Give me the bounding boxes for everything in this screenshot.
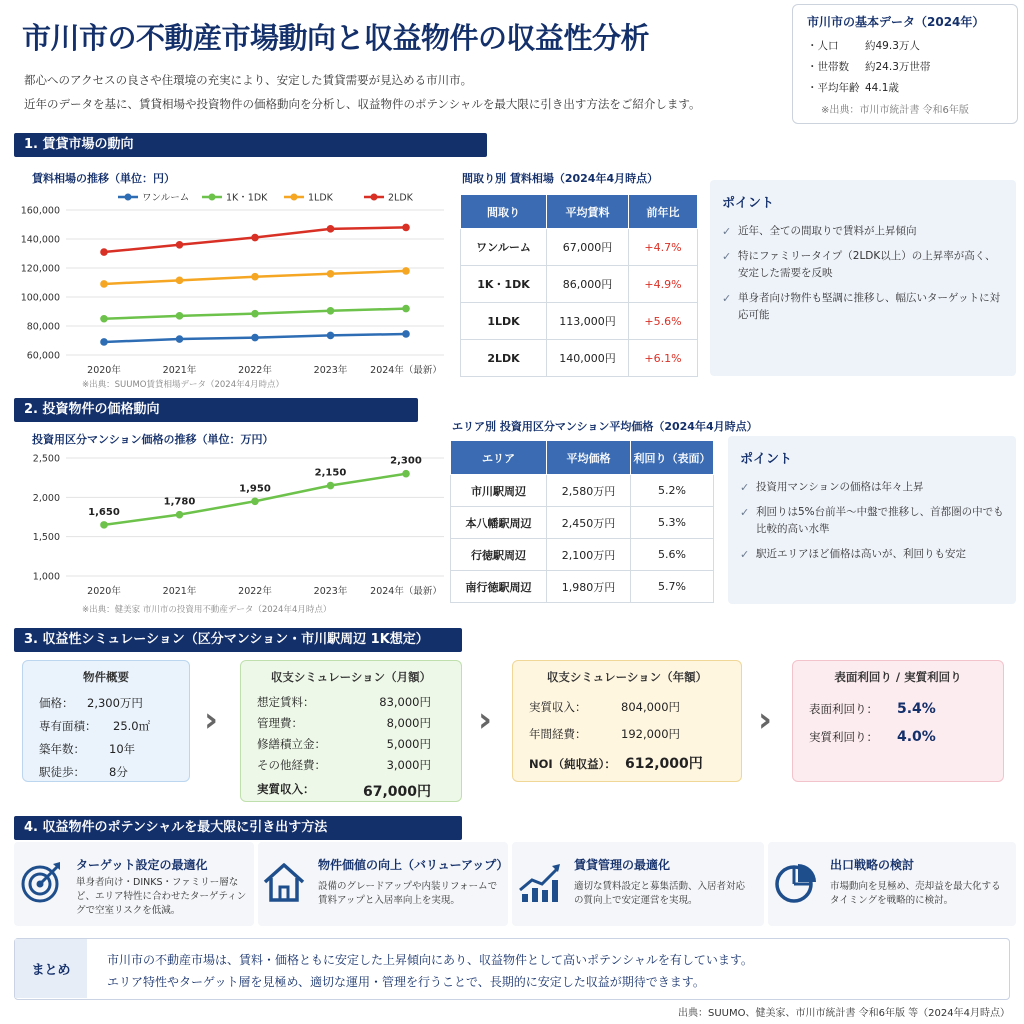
- section-2-heading: 2. 投資物件の価格動向: [14, 398, 418, 422]
- data-point: [402, 330, 410, 338]
- legend-marker: [125, 194, 132, 201]
- data-point: [100, 248, 108, 256]
- table-row: 行徳駅周辺 2,100万円 5.6%: [451, 539, 714, 571]
- data-point: [100, 315, 108, 323]
- x-tick-label: 2020年: [87, 586, 121, 597]
- chevron-right-icon: ›: [758, 700, 773, 740]
- intro-text-1: 都心へのアクセスの良さや住環境の充実により、安定した賃貸需要が見込める市川市。: [24, 73, 473, 87]
- y-tick-label: 2,500: [32, 453, 60, 465]
- data-point: [251, 497, 259, 505]
- data-point: [176, 511, 184, 519]
- check-icon: ✓: [722, 292, 732, 305]
- data-label: 1,650: [88, 506, 120, 518]
- summary-line-2: エリア特性やターゲット層を見極め、適切な運用・管理を行うことで、長期的に安定した収益が期待できます。: [107, 975, 705, 989]
- y-tick-label: 120,000: [20, 263, 60, 275]
- data-point: [402, 224, 410, 232]
- annual-simulation-box: 収支シミュレーション（年額） 実質収入： 804,000円 年間経費： 192,000円 NOI（純収益）： 612,000円: [512, 660, 742, 782]
- strategy-exit: 出口戦略の検討 市場動向を見極め、売却益を最大化するタイミングを戦略的に検討。: [768, 842, 1016, 926]
- data-point: [327, 307, 335, 315]
- legend-label: 2LDK: [388, 192, 413, 204]
- bar-chart-icon: [518, 860, 562, 904]
- legend-label: 1K・1DK: [226, 192, 268, 204]
- y-tick-label: 2,000: [32, 492, 60, 504]
- data-point: [327, 270, 335, 278]
- data-point: [176, 241, 184, 249]
- point-item: ✓ 近年、全ての間取りで賃料が上昇傾向: [722, 225, 917, 238]
- data-point: [176, 312, 184, 320]
- strategy-management: 賃貸管理の最適化 適切な賃料設定と募集活動、入居者対応の質向上で安定運営を実現。: [512, 842, 764, 926]
- basic-data-panel: [792, 4, 1018, 124]
- point-title: ポイント: [722, 196, 775, 211]
- legend-marker: [371, 194, 378, 201]
- area-table-title: エリア別 投資用区分マンション平均価格（2024年4月時点）: [452, 420, 758, 433]
- basic-row: ・平均年齢 44.1歳: [807, 82, 899, 94]
- point-title: ポイント: [740, 452, 793, 467]
- data-point: [402, 470, 410, 478]
- rent-table: 間取り 平均賃料 前年比 ワンルーム 67,000円 +4.7% 1K・1DK 86,000円 +4.9% 1LDK 113,000円 +5.6% 2LDK 140,000円 +6.1%: [460, 194, 698, 377]
- y-tick-label: 1,000: [32, 571, 60, 583]
- y-tick-label: 1,500: [32, 532, 60, 544]
- x-tick-label: 2024年（最新）: [370, 586, 442, 597]
- summary-label: まとめ: [15, 939, 87, 998]
- y-tick-label: 140,000: [20, 234, 60, 246]
- legend-label: ワンルーム: [142, 192, 190, 204]
- x-tick-label: 2024年（最新）: [370, 365, 442, 376]
- data-point: [327, 332, 335, 340]
- data-point: [402, 305, 410, 313]
- rent-trend-chart: [14, 184, 454, 376]
- x-tick-label: 2023年: [313, 365, 348, 376]
- house-icon: [262, 860, 306, 904]
- pie-chart-icon: [774, 860, 818, 904]
- data-point: [176, 277, 184, 285]
- y-tick-label: 80,000: [26, 321, 60, 333]
- x-tick-label: 2021年: [162, 365, 197, 376]
- data-label: 2,300: [390, 455, 422, 467]
- legend-marker: [209, 194, 216, 201]
- x-tick-label: 2020年: [87, 365, 121, 376]
- basic-row: ・世帯数 約24.3万世帯: [807, 61, 931, 73]
- check-icon: ✓: [722, 225, 732, 238]
- data-point: [251, 234, 259, 242]
- summary-box: [14, 938, 1010, 1000]
- data-label: 1,780: [163, 496, 196, 508]
- price-trend-chart: [14, 448, 454, 602]
- x-tick-label: 2021年: [162, 586, 197, 597]
- section-1-heading: 1. 賃貸市場の動向: [14, 133, 487, 157]
- price-chart-title: 投資用区分マンション価格の推移（単位：万円）: [32, 433, 274, 446]
- data-point: [100, 521, 108, 529]
- point-item: ✓ 利回りは5%台前半〜中盤で推移し、首都圏の中でも比較的高い水準: [740, 504, 1004, 538]
- table-row: ワンルーム 67,000円 +4.7%: [461, 229, 698, 266]
- x-tick-label: 2022年: [238, 365, 272, 376]
- section-4-heading: 4. 収益物件のポテンシャルを最大限に引き出す方法: [14, 816, 462, 840]
- table-row: 南行徳駅周辺 1,980万円 5.7%: [451, 571, 714, 603]
- data-point: [176, 335, 184, 343]
- check-icon: ✓: [722, 250, 732, 263]
- check-icon: ✓: [740, 506, 750, 519]
- table-row: 本八幡駅周辺 2,450万円 5.3%: [451, 507, 714, 539]
- basic-row: ・人口 約49.3万人: [807, 40, 920, 52]
- table-row: 1K・1DK 86,000円 +4.9%: [461, 266, 698, 303]
- data-point: [100, 280, 108, 288]
- summary-line-1: 市川市の不動産市場は、賃料・価格ともに安定した上昇傾向にあり、収益物件として高いポテンシャルを有しています。: [107, 953, 753, 967]
- section-3-heading: 3. 収益性シミュレーション（区分マンション・市川駅周辺 1K想定）: [14, 628, 462, 652]
- rent-chart-source: ※出典：SUUMO賃貸相場データ（2024年4月時点）: [82, 380, 285, 390]
- data-point: [402, 267, 410, 275]
- legend-marker: [291, 194, 298, 201]
- table-row: 市川駅周辺 2,580万円 5.2%: [451, 475, 714, 507]
- data-point: [327, 225, 335, 233]
- data-label: 1,950: [239, 483, 271, 495]
- y-tick-label: 100,000: [20, 292, 60, 304]
- rent-table-title: 間取り別 賃料相場（2024年4月時点）: [462, 172, 659, 185]
- data-point: [251, 334, 259, 342]
- basic-source: ※出典：市川市統計書 令和6年版: [821, 105, 969, 116]
- data-label: 2,150: [314, 467, 347, 479]
- data-point: [100, 338, 108, 346]
- point-item: ✓ 特にファミリータイプ（2LDK以上）の上昇率が高く、安定した需要を反映: [722, 248, 1004, 282]
- footer-source: 出典：SUUMO、健美家、市川市統計書 令和6年版 等（2024年4月時点）: [677, 1008, 1010, 1019]
- yield-box: 表面利回り / 実質利回り 表面利回り： 5.4% 実質利回り： 4.0%: [792, 660, 1004, 782]
- chevron-right-icon: ›: [204, 700, 219, 740]
- x-tick-label: 2022年: [238, 586, 272, 597]
- target-icon: [20, 860, 64, 904]
- table-row: 2LDK 140,000円 +6.1%: [461, 340, 698, 377]
- point-panel-2: [728, 436, 1016, 604]
- monthly-simulation-box: 収支シミュレーション（月額） 想定賃料： 83,000円 管理費： 8,000円 修繕積立金： 5,000円 その他経費： 3,000円 実質収入： 67,000円: [240, 660, 462, 802]
- data-point: [251, 273, 259, 281]
- y-tick-label: 160,000: [20, 205, 60, 217]
- intro-text-2: 近年のデータを基に、賃貸相場や投資物件の価格動向を分析し、収益物件のポテンシャルを最大限に引き出す方法をご紹介します。: [24, 97, 701, 111]
- y-tick-label: 60,000: [26, 350, 60, 362]
- strategy-value-up: 物件価値の向上（バリューアップ） 設備のグレードアップや内装リフォームで賃料アップと入居率向上を実現。: [258, 842, 508, 926]
- chevron-right-icon: ›: [478, 700, 493, 740]
- check-icon: ✓: [740, 548, 750, 561]
- legend-label: 1LDK: [308, 192, 333, 204]
- strategy-target: ターゲット設定の最適化 単身者向け・DINKS・ファミリー層など、エリア特性に合わせたターゲティングで空室リスクを低減。: [14, 842, 254, 926]
- check-icon: ✓: [740, 481, 750, 494]
- point-panel-1: [710, 180, 1016, 376]
- data-point: [251, 310, 259, 318]
- property-overview-box: 物件概要 価格： 2,300万円 専有面積： 25.0㎡ 築年数： 10年 駅徒歩： 8分: [22, 660, 190, 782]
- point-item: ✓ 単身者向け物件も堅調に推移し、幅広いターゲットに対応可能: [722, 290, 1004, 324]
- point-item: ✓ 投資用マンションの価格は年々上昇: [740, 481, 924, 494]
- price-chart-source: ※出典：健美家 市川市の投資用不動産データ（2024年4月時点）: [82, 605, 332, 615]
- page-title: 市川市の不動産市場動向と収益物件の収益性分析: [22, 21, 650, 55]
- data-point: [327, 482, 335, 490]
- x-tick-label: 2023年: [313, 586, 348, 597]
- area-table: エリア 平均価格 利回り（表面） 市川駅周辺 2,580万円 5.2% 本八幡駅周辺 2,450万円 5.3% 行徳駅周辺 2,100万円 5.6% 南行徳駅周辺 1,980万円 5.7%: [450, 440, 714, 603]
- point-item: ✓ 駅近エリアほど価格は高いが、利回りも安定: [740, 548, 966, 561]
- table-row: 1LDK 113,000円 +5.6%: [461, 303, 698, 340]
- rent-chart-title: 賃料相場の推移（単位：円）: [32, 172, 175, 185]
- basic-data-title: 市川市の基本データ（2024年）: [807, 15, 985, 29]
